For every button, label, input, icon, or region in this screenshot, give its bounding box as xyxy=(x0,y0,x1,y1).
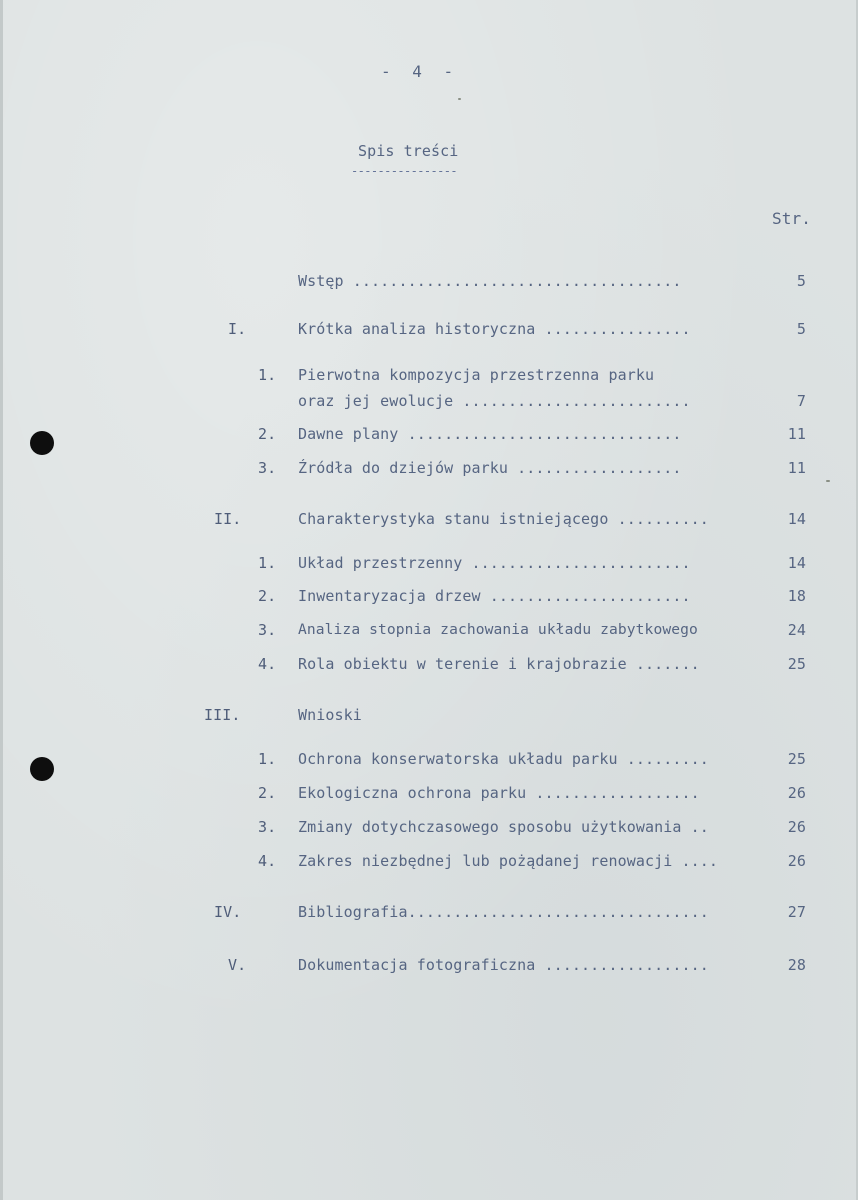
toc-entry-page: 18 xyxy=(787,587,806,605)
toc-entry-page: 7 xyxy=(796,392,806,410)
toc-entry-number: I. xyxy=(228,320,247,338)
toc-entry-page: 14 xyxy=(787,510,806,528)
toc-entry-number: 4. xyxy=(258,655,277,673)
toc-entry-page: 5 xyxy=(796,272,806,290)
toc-entry-page: 25 xyxy=(787,655,806,673)
toc-entry-page: 11 xyxy=(787,459,806,477)
toc-entry-title: Zmiany dotychczasowego sposobu użytkowania .. xyxy=(298,818,709,836)
toc-entry-number: V. xyxy=(228,956,247,974)
paper-speck xyxy=(458,98,461,100)
page-column-header: Str. xyxy=(772,209,811,228)
paper-speck xyxy=(826,480,830,482)
page-title: Spis treści xyxy=(358,142,459,160)
toc-entry-page: 26 xyxy=(787,818,806,836)
toc-entry-number: 4. xyxy=(258,852,277,870)
toc-entry-title: Bibliografia................................. xyxy=(298,903,709,921)
paper-left-edge xyxy=(0,0,3,1200)
toc-entry-title: Dawne plany .............................. xyxy=(298,425,682,443)
punch-hole-icon xyxy=(30,431,54,455)
toc-entry-title: Inwentaryzacja drzew ...................... xyxy=(298,587,691,605)
toc-entry-title: Zakres niezbędnej lub pożądanej renowacji .... xyxy=(298,852,719,870)
toc-entry-number: 2. xyxy=(258,784,277,802)
toc-entry-title: Źródła do dziejów parku .................. xyxy=(298,459,682,477)
toc-entry-title: Ekologiczna ochrona parku .................. xyxy=(298,784,700,802)
toc-entry-title: oraz jej ewolucje ......................... xyxy=(298,392,691,410)
toc-entry-title: Ochrona konserwatorska układu parku ......... xyxy=(298,750,709,768)
punch-hole-icon xyxy=(30,757,54,781)
toc-entry-title: Krótka analiza historyczna ................ xyxy=(298,320,691,338)
toc-entry-page: 5 xyxy=(796,320,806,338)
toc-entry-number: 1. xyxy=(258,750,277,768)
toc-entry-number: IV. xyxy=(214,903,242,921)
toc-entry-title: Dokumentacja fotograficzna .................. xyxy=(298,956,709,974)
toc-entry-page: 25 xyxy=(787,750,806,768)
toc-entry-title: Układ przestrzenny ........................ xyxy=(298,554,691,572)
title-underline: ---------------- xyxy=(351,164,457,178)
toc-entry-title: Pierwotna kompozycja przestrzenna parku xyxy=(298,366,655,384)
toc-entry-title: Rola obiektu w terenie i krajobrazie ....... xyxy=(298,655,700,673)
toc-entry-number: III. xyxy=(204,706,241,724)
toc-entry-number: 3. xyxy=(258,621,277,639)
toc-entry-number: 3. xyxy=(258,818,277,836)
toc-entry-title: Wstęp .................................... xyxy=(298,272,682,290)
toc-entry-title: Wnioski xyxy=(298,706,362,724)
toc-entry-page: 11 xyxy=(787,425,806,443)
toc-entry-page: 26 xyxy=(787,852,806,870)
toc-entry-page: 28 xyxy=(787,956,806,974)
toc-entry-title: Charakterystyka stanu istniejącego .......... xyxy=(298,510,709,528)
toc-entry-page: 14 xyxy=(787,554,806,572)
toc-entry-number: 2. xyxy=(258,425,277,443)
toc-entry-title: Analiza stopnia zachowania układu zabytkowego xyxy=(298,621,698,638)
toc-entry-number: 1. xyxy=(258,366,277,384)
toc-entry-page: 27 xyxy=(787,903,806,921)
toc-entry-number: 2. xyxy=(258,587,277,605)
toc-entry-page: 26 xyxy=(787,784,806,802)
toc-entry-page: 24 xyxy=(787,621,806,639)
toc-entry-number: 1. xyxy=(258,554,277,572)
toc-entry-number: 3. xyxy=(258,459,277,477)
toc-entry-number: II. xyxy=(214,510,242,528)
page-number: - 4 - xyxy=(381,62,460,81)
